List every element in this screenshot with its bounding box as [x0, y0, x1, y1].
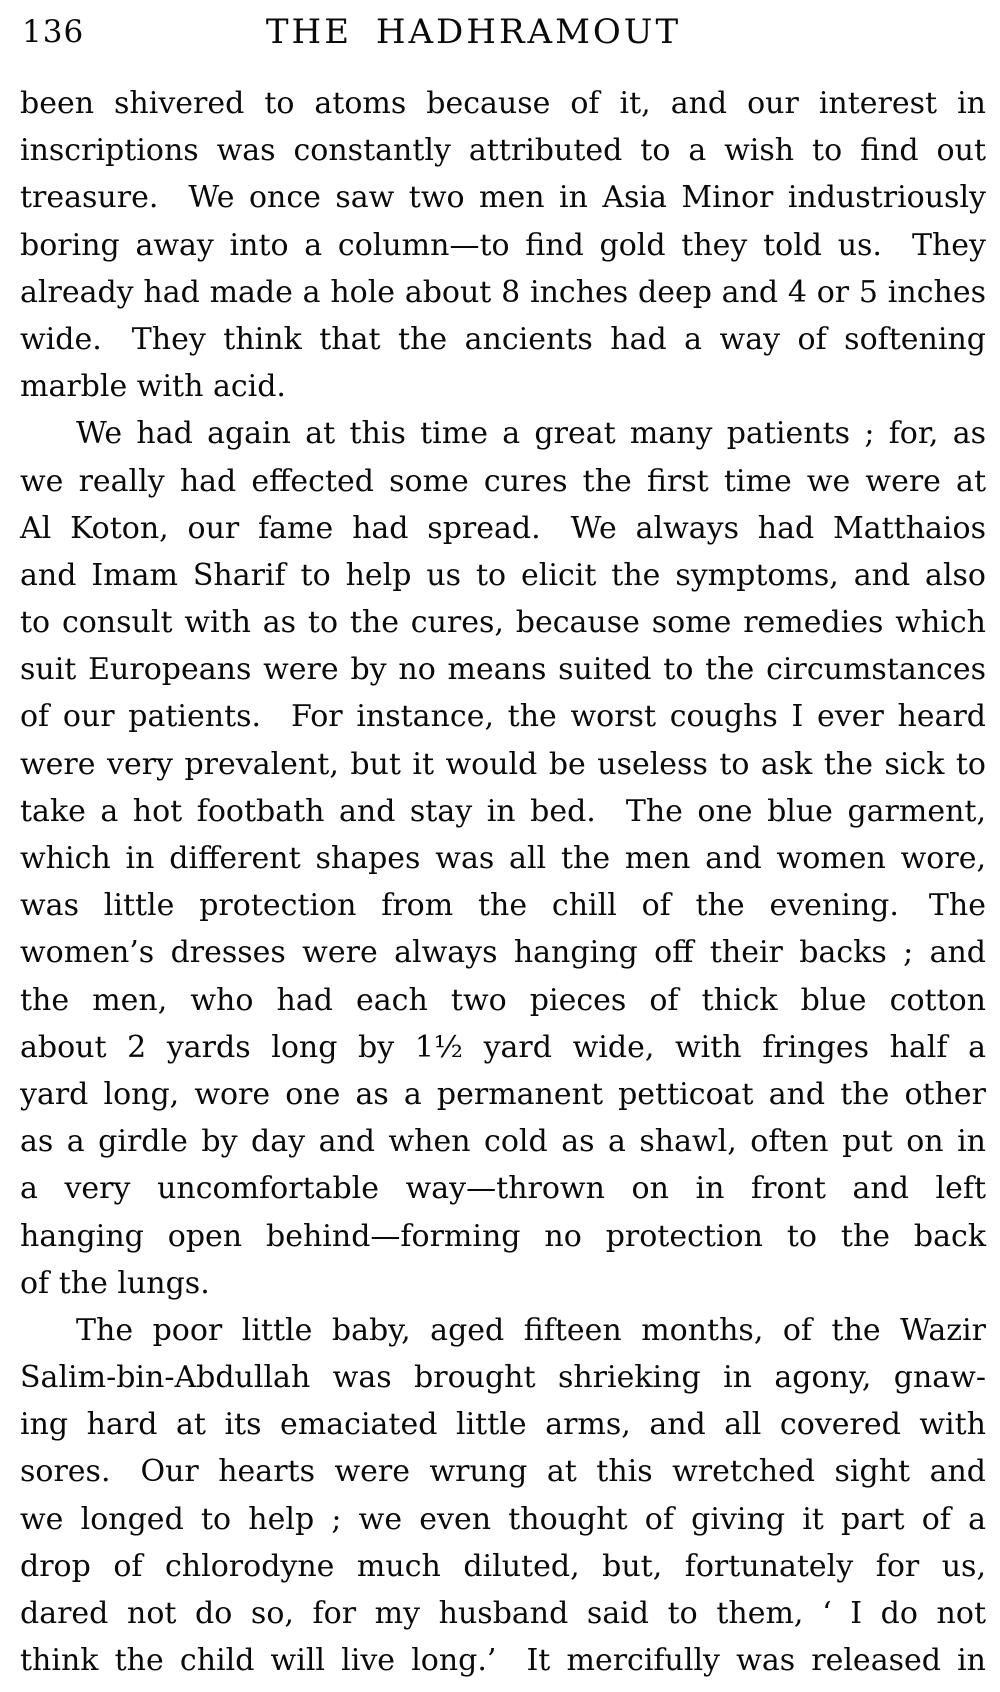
text-line: we longed to help ; we even thought of giving it part of a	[20, 1501, 986, 1537]
text-line: we really had effected some cures the first time we were at	[20, 463, 986, 499]
running-title: THE HADHRAMOUT	[265, 12, 682, 52]
paragraph	[20, 1307, 986, 1685]
page-text	[20, 80, 986, 1684]
page-header	[22, 10, 985, 52]
text-line: women’s dresses were always hanging off their backs ; and	[20, 935, 986, 971]
text-line: Al Koton, our fame had spread. We always had Matthaios	[20, 510, 986, 546]
paragraph	[20, 410, 986, 1307]
text-line: of our patients. For instance, the worst coughs I ever heard	[20, 699, 986, 735]
text-line: boring away into a column—to find gold they told us. They	[20, 227, 986, 263]
text-line: a very uncomfortable way—thrown on in front and left	[20, 1171, 986, 1207]
text-line: sores. Our hearts were wrung at this wretched sight and	[20, 1454, 986, 1490]
text-line: as a girdle by day and when cold as a shawl, often put on in	[20, 1124, 986, 1160]
text-line: were very prevalent, but it would be useless to ask the sick to	[20, 746, 986, 782]
text-line: dared not do so, for my husband said to them, ‘ I do not	[20, 1596, 986, 1631]
paragraph	[20, 80, 986, 410]
text-line: of the lungs.	[20, 1265, 210, 1301]
text-line: We had again at this time a great many patients ; for, as	[76, 416, 986, 452]
text-line: take a hot footbath and stay in bed. The one blue garment,	[20, 793, 986, 829]
text-line: think the child will live long.’ It mercifully was released in	[20, 1643, 986, 1679]
text-line: the men, who had each two pieces of thick blue cotton	[20, 982, 986, 1018]
text-line: been shivered to atoms because of it, and our interest in	[20, 86, 986, 121]
text-line: already had made a hole about 8 inches deep and 4 or 5 inches	[20, 274, 986, 310]
text-line: which in different shapes was all the men and women wore,	[20, 841, 986, 876]
text-line: was little protection from the chill of the evening. The	[20, 888, 986, 924]
text-line: ing hard at its emaciated little arms, and all covered with	[20, 1407, 986, 1443]
text-line: The poor little baby, aged fifteen months, of the Wazir	[76, 1312, 986, 1348]
text-line: to consult with as to the cures, because some remedies which	[20, 605, 986, 641]
text-line: yard long, wore one as a permanent petticoat and the other	[20, 1076, 986, 1112]
text-line: hanging open behind—forming no protection to the back	[20, 1218, 986, 1254]
text-line: drop of chlorodyne much diluted, but, fortunately for us,	[20, 1548, 986, 1584]
page-number: 136	[22, 14, 85, 50]
text-line: marble with acid.	[20, 369, 286, 405]
text-line: inscriptions was constantly attributed to a wish to find out	[20, 133, 986, 169]
text-line: about 2 yards long by 1½ yard wide, with fringes half a	[20, 1029, 986, 1065]
text-line: wide. They think that the ancients had a way of softening	[20, 321, 986, 357]
text-line: treasure. We once saw two men in Asia Minor industriously	[20, 180, 986, 216]
text-line: suit Europeans were by no means suited to the circumstances	[20, 652, 986, 688]
text-line: and Imam Sharif to help us to elicit the symptoms, and also	[20, 557, 986, 593]
text-line: Salim-bin-Abdullah was brought shrieking in agony, gnaw-	[20, 1360, 986, 1396]
